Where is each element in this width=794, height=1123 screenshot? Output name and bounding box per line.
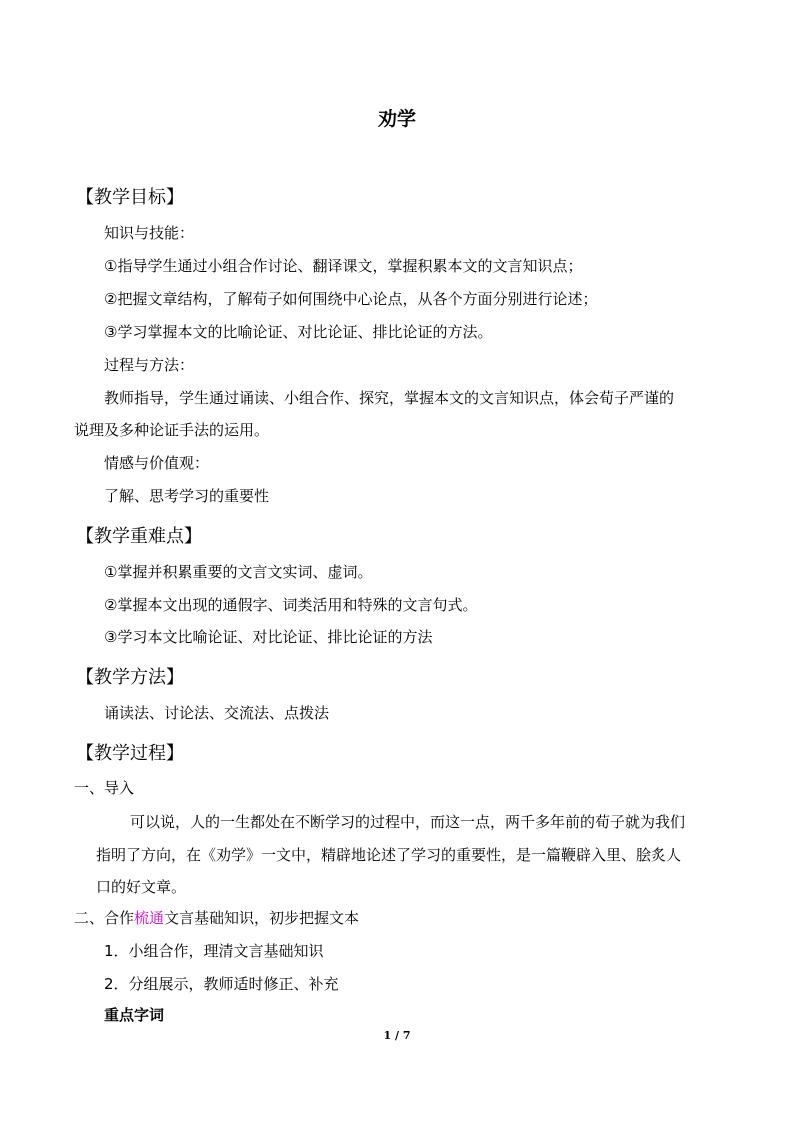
emotion-text: 了解、思考学习的重要性 xyxy=(104,487,270,505)
step-1-title: 一、导入 xyxy=(74,779,135,797)
intro-text-line-2: 指明了方向，在《劝学》一文中，精辟地论述了学习的重要性，是一篇鞭辟入里、脍炙人 xyxy=(96,846,682,864)
step-2-item-1: 1．小组合作，理清文言基础知识 xyxy=(104,942,324,960)
emotion-label: 情感与价值观： xyxy=(104,454,210,472)
step-2-title-prefix: 二、合作 xyxy=(74,909,135,927)
section-heading-process: 【教学过程】 xyxy=(76,743,184,764)
intro-text-line-3: 口的好文章。 xyxy=(96,878,187,896)
knowledge-point-2: ②把握文章结构，了解荀子如何围绕中心论点，从各个方面分别进行论述； xyxy=(104,290,598,308)
knowledge-point-3: ③学习掌握本文的比喻论证、对比论证、排比论证的方法。 xyxy=(104,323,493,341)
process-text-line-2: 说理及多种论证手法的运用。 xyxy=(74,421,270,439)
section-heading-methods: 【教学方法】 xyxy=(76,667,184,688)
key-point-2: ②掌握本文出现的通假字、词类活用和特殊的文言句式。 xyxy=(104,596,478,614)
step-2-item-2: 2．分组展示，教师适时修正、补充 xyxy=(104,975,339,993)
key-point-3: ③学习本文比喻论证、对比论证、排比论证的方法 xyxy=(104,628,433,646)
step-2-title xyxy=(74,907,359,928)
knowledge-label: 知识与技能： xyxy=(104,224,195,242)
document-title: 劝学 xyxy=(377,108,416,130)
methods-text: 诵读法、讨论法、交流法、点拨法 xyxy=(104,704,330,722)
section-heading-key-points: 【教学重难点】 xyxy=(76,526,202,547)
process-text-line-1: 教师指导，学生通过诵读、小组合作、探究，掌握本文的文言知识点，体会荀子严谨的 xyxy=(104,389,675,407)
key-words-heading: 重点字词 xyxy=(104,1006,165,1024)
knowledge-point-1: ①指导学生通过小组合作讨论、翻译课文，掌握积累本文的文言知识点； xyxy=(104,257,583,275)
page-number: 1 / 7 xyxy=(383,1029,411,1042)
section-heading-objectives: 【教学目标】 xyxy=(76,187,184,208)
intro-text-line-1: 可以说，人的一生都处在不断学习的过程中，而这一点，两千多年前的荀子就为我们 xyxy=(130,813,686,831)
key-point-1: ①掌握并积累重要的文言文实词、虚词。 xyxy=(104,563,373,581)
step-2-title-suffix: 文言基础知识，初步把握文本 xyxy=(164,909,360,927)
step-2-title-highlight: 梳通 xyxy=(134,909,165,927)
process-label: 过程与方法： xyxy=(104,356,195,374)
